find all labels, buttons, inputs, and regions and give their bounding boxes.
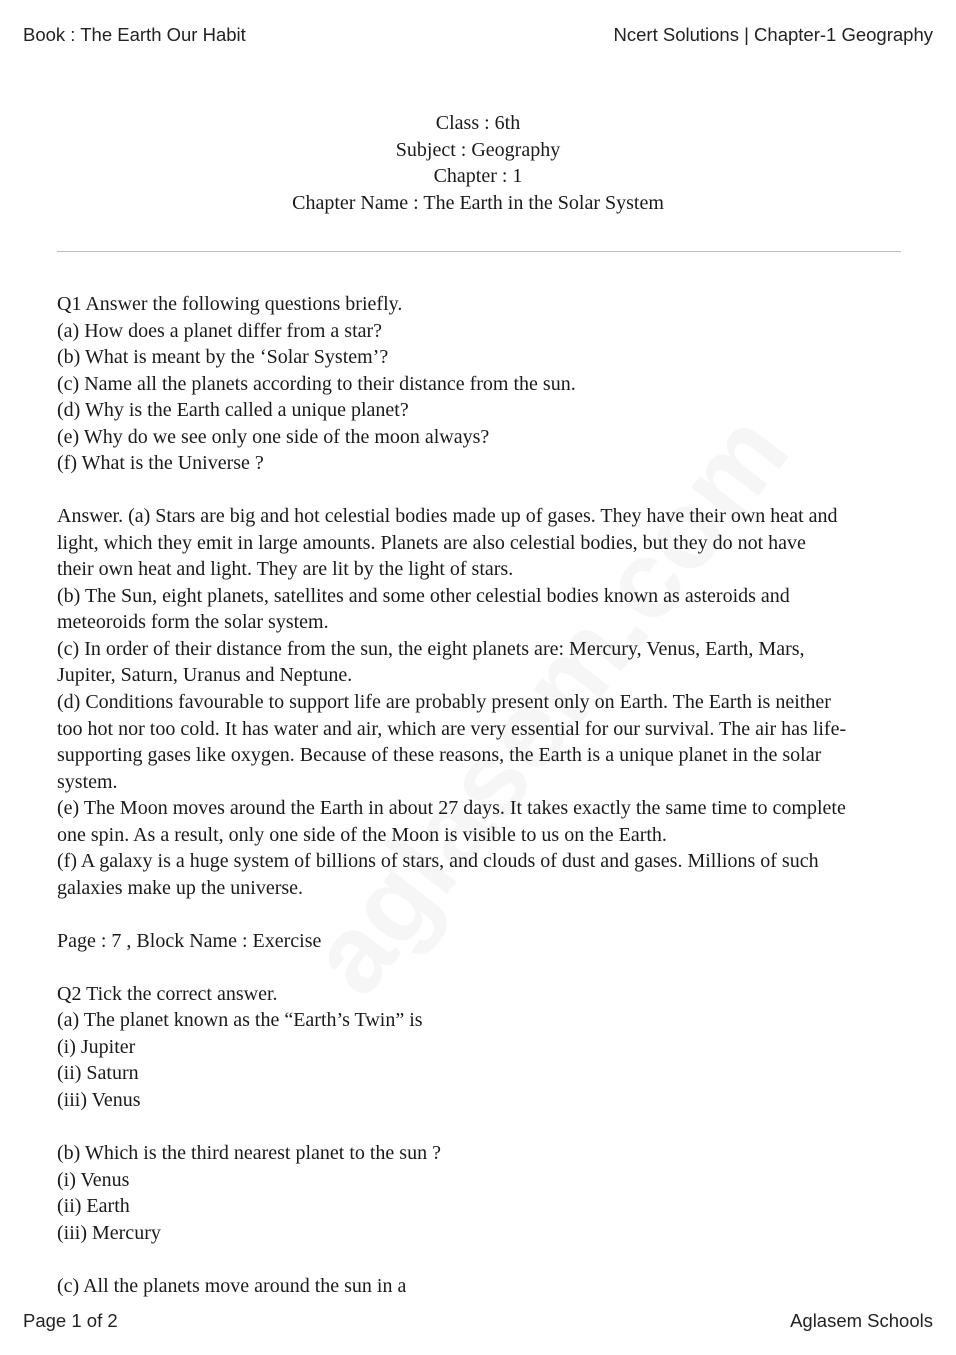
text-line: one spin. As a result, only one side of the Moon is visible to us on the Earth. (57, 823, 667, 846)
text-line: (ii) Earth (57, 1195, 130, 1218)
text-line: Q1 Answer the following questions briefly. (57, 293, 403, 315)
text-line: (a) How does a planet differ from a star? (57, 319, 383, 342)
class-label: Class : 6th (435, 112, 521, 134)
header-book-title: Book : The Earth Our Habit (23, 24, 246, 45)
text-line: (b) The Sun, eight planets, satellites and some other celestial bodies known as asteroids and (57, 584, 790, 607)
text-line: (c) All the planets move around the sun in a (57, 1274, 407, 1297)
document-body (57, 291, 917, 1299)
text-line: (i) Venus (57, 1168, 130, 1191)
footer-publisher: Aglasem Schools (790, 1310, 933, 1331)
subject-label: Subject : Geography (395, 138, 561, 161)
text-line: (ii) Saturn (57, 1062, 139, 1085)
text-line: galaxies make up the universe. (57, 876, 304, 899)
text-line: light, which they emit in large amounts. Planets are also celestial bodies, but they do not have (57, 531, 806, 554)
text-line: (d) Why is the Earth called a unique planet? (57, 399, 409, 422)
text-line: Page : 7 , Block Name : Exercise (57, 929, 322, 952)
text-line: (f) What is the Universe ? (57, 452, 264, 475)
blank-line (57, 477, 917, 504)
text-line: (iii) Venus (57, 1088, 141, 1111)
title-block (0, 110, 956, 216)
text-line: supporting gases like oxygen. Because of these reasons, the Earth is a unique planet in the solar (57, 744, 822, 767)
text-line: (c) In order of their distance from the sun, the eight planets are: Mercury, Venus, Earth, Mars, (57, 637, 805, 660)
text-line: (iii) Mercury (57, 1221, 161, 1244)
blank-line (57, 1113, 917, 1140)
text-line: (b) Which is the third nearest planet to the sun ? (57, 1142, 441, 1164)
text-line: Answer. (a) Stars are big and hot celestial bodies made up of gases. They have their own heat and (57, 505, 838, 528)
blank-line (57, 1246, 917, 1273)
text-line: (b) What is meant by the ‘Solar System’? (57, 346, 389, 369)
blank-line (57, 901, 917, 928)
text-line: (c) Name all the planets according to their distance from the sun. (57, 372, 576, 395)
text-line: (d) Conditions favourable to support life are probably present only on Earth. The Earth is neither (57, 690, 831, 713)
page-number: Page 1 of 2 (23, 1310, 118, 1331)
chapter-label: Chapter : 1 (433, 165, 523, 188)
text-line: Jupiter, Saturn, Uranus and Neptune. (57, 664, 353, 687)
text-line: meteoroids form the solar system. (57, 611, 329, 634)
text-line: (f) A galaxy is a huge system of billions of stars, and clouds of dust and gases. Millions of such (57, 850, 819, 873)
text-line: (e) Why do we see only one side of the moon always? (57, 425, 490, 448)
divider (57, 251, 901, 252)
text-line: (e) The Moon moves around the Earth in about 27 days. It takes exactly the same time to complete (57, 797, 846, 820)
text-line: (a) The planet known as the “Earth’s Twin” is (57, 1009, 423, 1032)
header-series-title: Ncert Solutions | Chapter-1 Geography (613, 24, 933, 45)
chapter-name-label: Chapter Name : The Earth in the Solar System (292, 191, 664, 214)
blank-line (57, 954, 917, 981)
text-line: too hot nor too cold. It has water and air, which are very essential for our survival. The air has life- (57, 717, 847, 740)
text-line: Q2 Tick the correct answer. (57, 982, 278, 1005)
text-line: (i) Jupiter (57, 1035, 136, 1058)
text-line: their own heat and light. They are lit by the light of stars. (57, 558, 514, 581)
text-line: system. (57, 770, 118, 793)
